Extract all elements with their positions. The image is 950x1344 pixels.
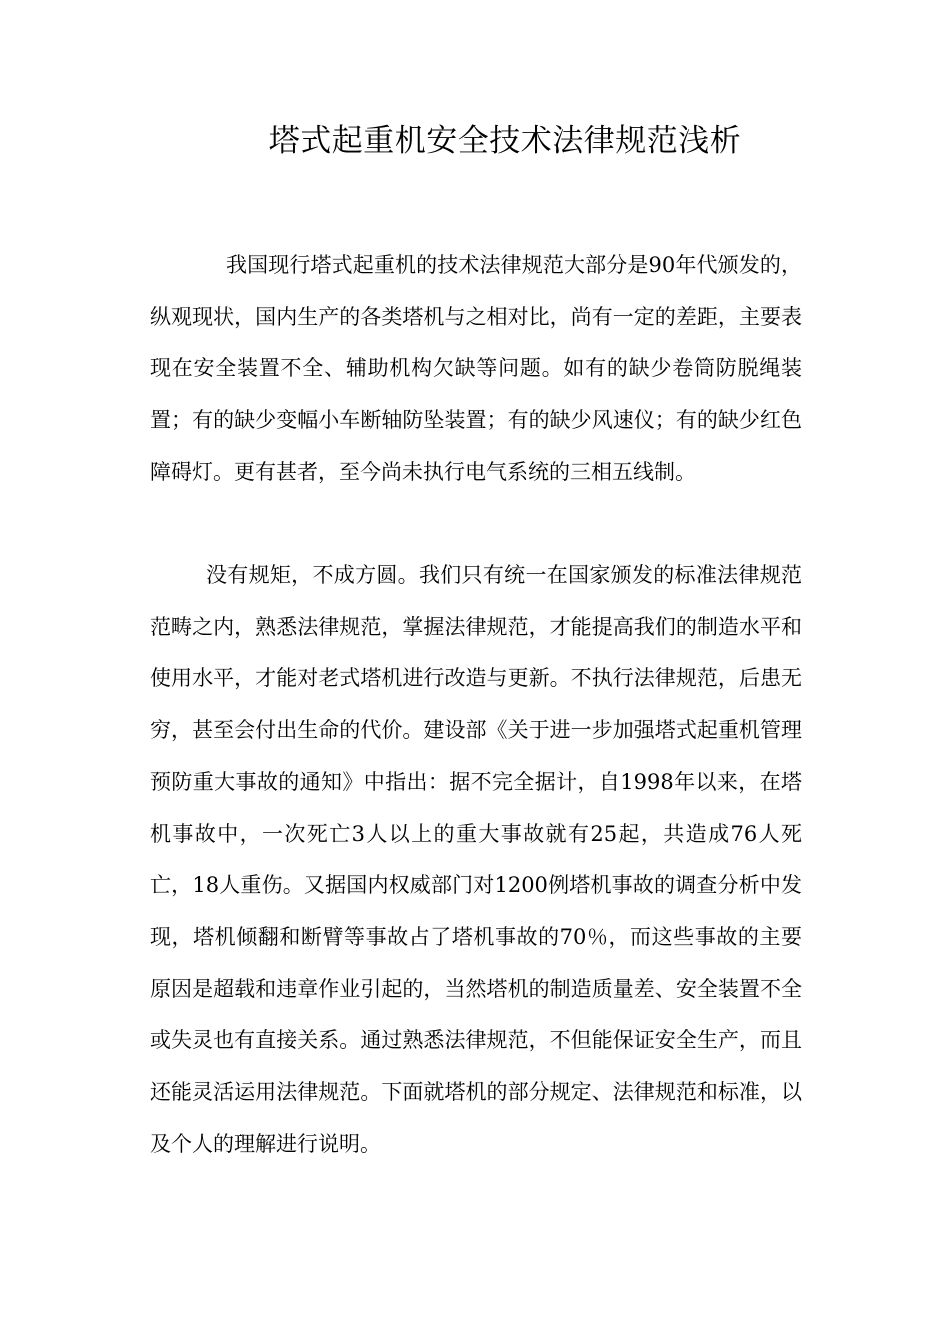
paragraph-1: 我国现行塔式起重机的技术法律规范大部分是90年代颁发的，纵观现状，国内生产的各类塔机与之相对比，尚有一定的差距，主要表现在安全装置不全、辅助机构欠缺等问题。如有的缺少卷筒防脱绳装置；有的缺少变幅小车断轴防坠装置；有的缺少风速仪；有的缺少红色障碍灯。更有甚者，至今尚未执行电气系统的三相五线制。 — [150, 253, 802, 484]
paragraph-2: 没有规矩，不成方圆。我们只有统一在国家颁发的标准法律规范范畴之内，熟悉法律规范，掌握法律规范，才能提高我们的制造水平和使用水平，才能对老式塔机进行改造与更新。不执行法律规范，后患无穷，甚至会付出生命的代价。建设部《关于进一步加强塔式起重机管理预防重大事故的通知》中指出：据不完全据计，自1998年以来，在塔机事故中，一次死亡3人以上的重大事故就有25起，共造成76人死亡，18人重伤。又据国内权威部门对1200例塔机事故的调查分析中发现，塔机倾翻和断臂等事故占了塔机事故的70％，而这些事故的主要原因是超载和违章作业引起的，当然塔机的制造质量差、安全装置不全或失灵也有直接关系。通过熟悉法律规范，不但能保证安全生产，而且还能灵活运用法律规范。下面就塔机的部分规定、法律规范和标准，以及个人的理解进行说明。 — [150, 563, 802, 1156]
document-title: 塔式起重机安全技术法律规范浅析 — [268, 123, 742, 159]
